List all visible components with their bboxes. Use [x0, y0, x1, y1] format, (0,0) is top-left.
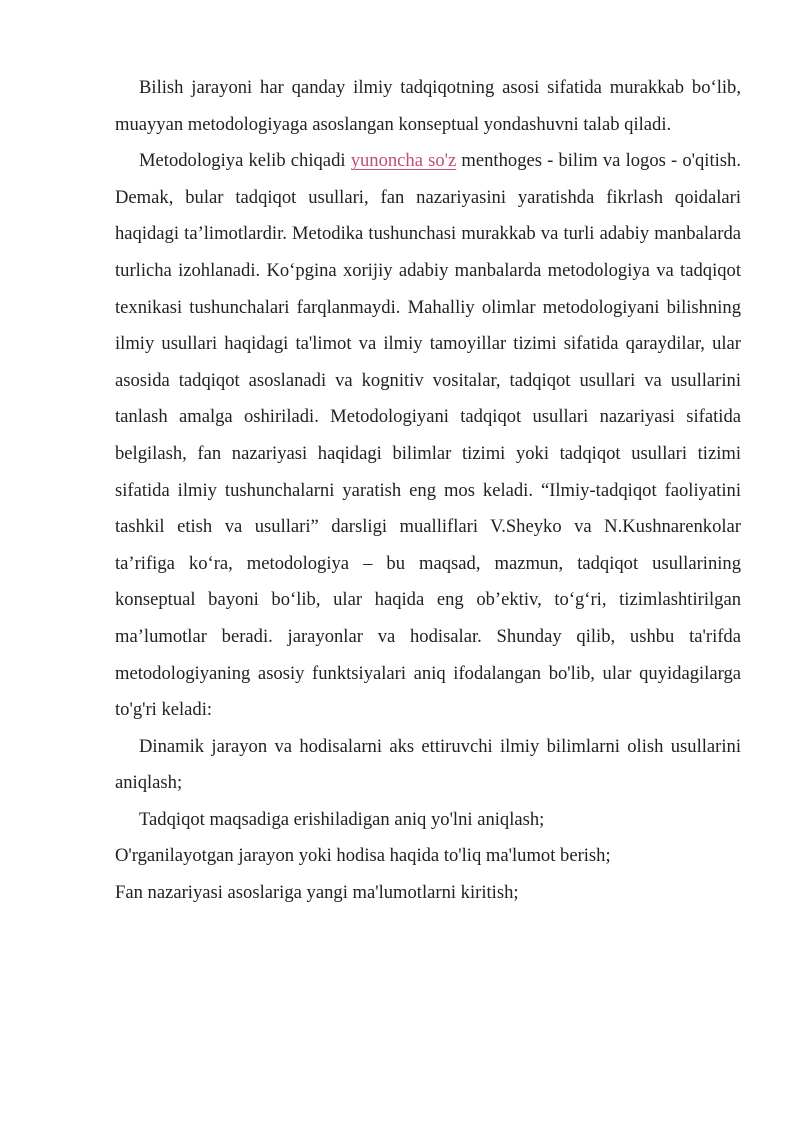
paragraph-intro: Bilish jarayoni har qanday ilmiy tadqiqotning asosi sifatida murakkab bo‘lib, muayyan metodologiyaga asoslangan konseptual yondashuvni talab qiladi.	[115, 77, 741, 135]
document-page	[115, 70, 741, 912]
paragraph-methodology-lead: Metodologiya kelib chiqadi	[139, 150, 351, 172]
hyperlink-yunoncha-soz[interactable]: yunoncha so'z	[350, 150, 457, 172]
list-item-full-information: O'rganilayotgan jarayon yoki hodisa haqida to'liq ma'lumot berish;	[115, 845, 611, 867]
list-item-dynamic-knowledge: Dinamik jarayon va hodisalarni aks ettiruvchi ilmiy bilimlarni olish usullarini aniqlash;	[115, 735, 741, 794]
list-item-new-information: Fan nazariyasi asoslariga yangi ma'lumotlarni kiritish;	[115, 882, 519, 904]
paragraph-methodology-body: menthoges - bilim va logos - o'qitish. Demak, bular tadqiqot usullari, fan nazariyasini yaratishda fikrlash qoidalari haqidagi ta’limotlardir. Metodika tushunchasi murakkab va turli adabiy manbalarda turlicha izohlanadi. Ko‘pgina xorijiy adabiy manbalarda metodologiya va tadqiqot texnikasi tushunchalari farqlanmaydi. Mahalliy olimlar metodologiyani bilishning ilmiy usullari haqidagi ta'limot va ilmiy tamoyillar tizimi sifatida qaraydilar, ular asosida tadqiqot asoslanadi va kognitiv vositalar, tadqiqot usullari va usullarini tanlash amalga oshiriladi. Metodologiyani tadqiqot usullari nazariyasi sifatida belgilash, fan nazariyasi haqidagi bilimlar tizimi yoki tadqiqot usullari tizimi sifatida ilmiy tushunchalarni yaratish eng mos keladi. “Ilmiy-tadqiqot faoliyatini tashkil etish va usullari” darsligi mualliflari V.Sheyko va N.Kushnarenkolar ta’rifiga ko‘ra, metodologiya – bu maqsad, mazmun, tadqiqot usullarining konseptual bayoni bo‘lib, ular haqida eng ob’ektiv, to‘g‘ri, tizimlashtirilgan ma’lumotlar beradi. jarayonlar va hodisalar. Shunday qilib, ushbu ta'rifda metodologiyaning asosiy funktsiyalari aniq ifodalangan bo'lib, ular quyidagilarga to'g'ri keladi:	[115, 150, 741, 721]
paragraph-methodology	[115, 143, 741, 729]
list-item-research-path: Tadqiqot maqsadiga erishiladigan aniq yo'lni aniqlash;	[139, 808, 545, 830]
